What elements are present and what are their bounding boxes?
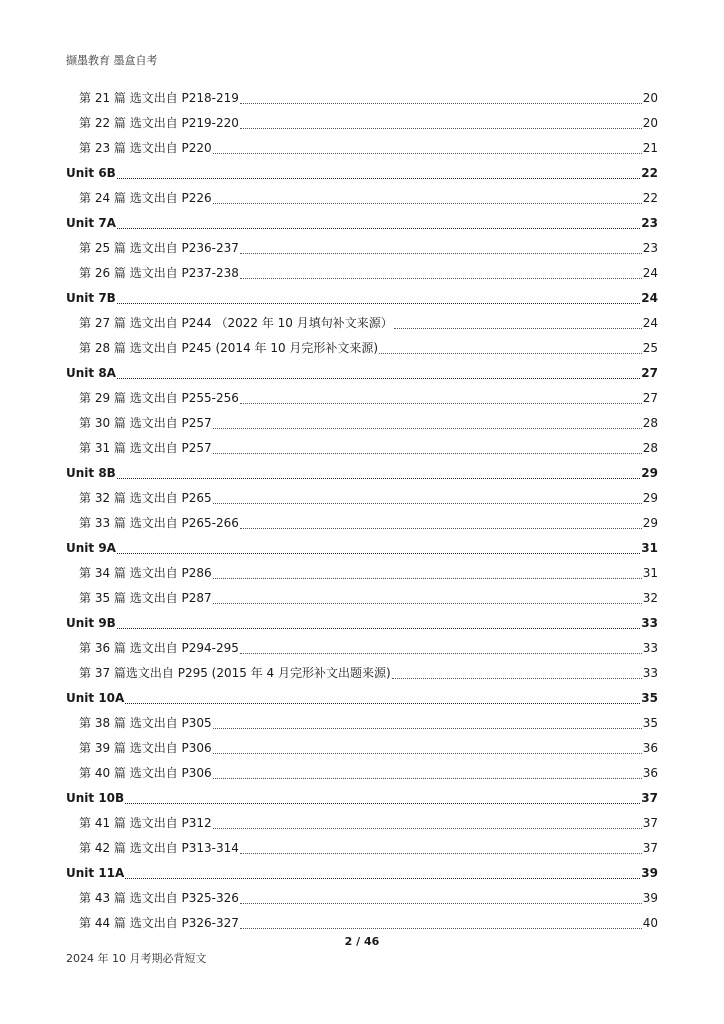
toc-entry-page: 36 [642, 765, 658, 780]
toc-entry-page: 39 [641, 865, 658, 880]
toc-entry-page: 27 [641, 365, 658, 380]
dot-leader [213, 777, 642, 779]
toc-entry[interactable] [66, 710, 658, 735]
toc-entry-page: 24 [642, 265, 658, 280]
toc-entry-page: 28 [642, 415, 658, 430]
toc-entry-page: 32 [642, 590, 658, 605]
toc-entry-page: 37 [642, 840, 658, 855]
toc-entry-page: 29 [642, 515, 658, 530]
toc-entry[interactable] [66, 560, 658, 585]
dot-leader [240, 127, 642, 129]
toc-unit-heading[interactable] [66, 360, 658, 385]
dot-leader [240, 927, 642, 929]
toc-entry-label: 第 39 篇 选文出自 P306 [79, 741, 212, 755]
page-number: 2 / 46 [344, 935, 380, 948]
dot-leader [240, 277, 642, 279]
dot-leader [117, 227, 640, 229]
toc-entry-label: 第 35 篇 选文出自 P287 [79, 591, 212, 605]
toc-entry-page: 33 [642, 640, 658, 655]
toc-entry-label: Unit 8B [66, 465, 116, 480]
toc-entry[interactable] [66, 635, 658, 660]
toc-entry[interactable] [66, 410, 658, 435]
dot-leader [240, 402, 642, 404]
toc-entry-page: 29 [641, 465, 658, 480]
toc-entry-page: 27 [642, 390, 658, 405]
dot-leader [379, 352, 642, 354]
toc-entry-label: 第 33 篇 选文出自 P265-266 [79, 516, 239, 530]
toc-entry[interactable] [66, 435, 658, 460]
toc-entry[interactable] [66, 660, 658, 685]
toc-entry-label: 第 24 篇 选文出自 P226 [79, 191, 212, 205]
dot-leader [213, 752, 642, 754]
toc-entry[interactable] [66, 185, 658, 210]
toc-entry-label: 第 42 篇 选文出自 P313-314 [79, 841, 239, 855]
dot-leader [117, 477, 640, 479]
toc-entry-label: Unit 9B [66, 615, 116, 630]
toc-entry[interactable] [66, 885, 658, 910]
toc-entry-label: Unit 7A [66, 215, 116, 230]
dot-leader [392, 677, 642, 679]
toc-entry-label: 第 22 篇 选文出自 P219-220 [79, 116, 239, 130]
toc-entry-label: 第 38 篇 选文出自 P305 [79, 716, 212, 730]
dot-leader [125, 802, 640, 804]
toc-entry-label: 第 34 篇 选文出自 P286 [79, 566, 212, 580]
dot-leader [240, 652, 642, 654]
toc-entry-page: 29 [642, 490, 658, 505]
toc-entry-label: Unit 6B [66, 165, 116, 180]
document-header: 撷墨教育 墨盒自考 [66, 54, 158, 67]
toc-unit-heading[interactable] [66, 160, 658, 185]
dot-leader [117, 627, 640, 629]
toc-entry[interactable] [66, 835, 658, 860]
toc-entry-label: 第 32 篇 选文出自 P265 [79, 491, 212, 505]
toc-entry[interactable] [66, 810, 658, 835]
toc-entry[interactable] [66, 235, 658, 260]
dot-leader [213, 427, 642, 429]
toc-entry-page: 35 [641, 690, 658, 705]
toc-unit-heading[interactable] [66, 785, 658, 810]
toc-entry-page: 22 [642, 190, 658, 205]
toc-entry-page: 24 [642, 315, 658, 330]
toc-entry-page: 33 [642, 665, 658, 680]
toc-entry-page: 36 [642, 740, 658, 755]
toc-entry-page: 20 [642, 90, 658, 105]
dot-leader [213, 727, 642, 729]
toc-entry-label: 第 29 篇 选文出自 P255-256 [79, 391, 239, 405]
dot-leader [240, 527, 642, 529]
toc-entry[interactable] [66, 335, 658, 360]
toc-unit-heading[interactable] [66, 685, 658, 710]
dot-leader [240, 102, 642, 104]
toc-entry-label: 第 28 篇 选文出自 P245 (2014 年 10 月完形补文来源) [79, 341, 379, 355]
toc-entry-label: Unit 8A [66, 365, 116, 380]
dot-leader [117, 302, 640, 304]
toc-entry[interactable] [66, 910, 658, 935]
toc-entry-label: 第 44 篇 选文出自 P326-327 [79, 916, 239, 930]
toc-entry-page: 35 [642, 715, 658, 730]
toc-entry[interactable] [66, 585, 658, 610]
dot-leader [213, 202, 642, 204]
dot-leader [240, 902, 642, 904]
toc-entry-label: Unit 9A [66, 540, 116, 555]
toc-entry-label: 第 23 篇 选文出自 P220 [79, 141, 212, 155]
toc-entry-page: 33 [641, 615, 658, 630]
toc-entry-page: 37 [641, 790, 658, 805]
dot-leader [117, 377, 640, 379]
toc-unit-heading[interactable] [66, 610, 658, 635]
dot-leader [394, 327, 642, 329]
toc-entry-page: 25 [642, 340, 658, 355]
toc-entry[interactable] [66, 760, 658, 785]
toc-entry-page: 23 [641, 215, 658, 230]
toc-unit-heading[interactable] [66, 860, 658, 885]
toc-entry[interactable] [66, 260, 658, 285]
dot-leader [125, 877, 640, 879]
toc-entry-page: 24 [641, 290, 658, 305]
toc-entry-page: 31 [641, 540, 658, 555]
table-of-contents [66, 85, 658, 935]
toc-entry-page: 31 [642, 565, 658, 580]
toc-entry-label: 第 31 篇 选文出自 P257 [79, 441, 212, 455]
toc-entry[interactable] [66, 310, 658, 335]
dot-leader [213, 502, 642, 504]
toc-entry-page: 21 [642, 140, 658, 155]
toc-entry-label: 第 26 篇 选文出自 P237-238 [79, 266, 239, 280]
toc-entry[interactable] [66, 110, 658, 135]
toc-unit-heading[interactable] [66, 535, 658, 560]
toc-entry-page: 23 [642, 240, 658, 255]
toc-entry-page: 40 [642, 915, 658, 930]
toc-entry-label: 第 30 篇 选文出自 P257 [79, 416, 212, 430]
dot-leader [213, 152, 642, 154]
dot-leader [213, 577, 642, 579]
toc-entry-label: 第 37 篇选文出自 P295 (2015 年 4 月完形补文出题来源) [79, 666, 391, 680]
dot-leader [117, 177, 640, 179]
dot-leader [213, 827, 642, 829]
toc-entry-label: Unit 11A [66, 865, 125, 880]
toc-entry[interactable] [66, 735, 658, 760]
toc-entry-page: 39 [642, 890, 658, 905]
toc-entry[interactable] [66, 485, 658, 510]
toc-entry-label: Unit 7B [66, 290, 116, 305]
toc-entry-page: 22 [641, 165, 658, 180]
toc-entry[interactable] [66, 135, 658, 160]
toc-entry[interactable] [66, 510, 658, 535]
toc-unit-heading[interactable] [66, 210, 658, 235]
toc-entry-label: 第 40 篇 选文出自 P306 [79, 766, 212, 780]
toc-entry-page: 28 [642, 440, 658, 455]
toc-entry-label: Unit 10B [66, 790, 125, 805]
toc-entry-page: 37 [642, 815, 658, 830]
toc-entry[interactable] [66, 85, 658, 110]
dot-leader [213, 602, 642, 604]
toc-unit-heading[interactable] [66, 285, 658, 310]
toc-entry-label: 第 25 篇 选文出自 P236-237 [79, 241, 239, 255]
dot-leader [240, 852, 642, 854]
dot-leader [117, 552, 640, 554]
toc-entry-label: 第 21 篇 选文出自 P218-219 [79, 91, 239, 105]
toc-entry-label: 第 41 篇 选文出自 P312 [79, 816, 212, 830]
dot-leader [125, 702, 640, 704]
toc-unit-heading[interactable] [66, 460, 658, 485]
toc-entry-label: 第 43 篇 选文出自 P325-326 [79, 891, 239, 905]
document-footer: 2024 年 10 月考期必背短文 [66, 952, 207, 965]
toc-entry-page: 20 [642, 115, 658, 130]
toc-entry[interactable] [66, 385, 658, 410]
dot-leader [240, 252, 642, 254]
toc-entry-label: 第 36 篇 选文出自 P294-295 [79, 641, 239, 655]
toc-entry-label: 第 27 篇 选文出自 P244 （2022 年 10 月填句补文来源） [79, 316, 393, 330]
dot-leader [213, 452, 642, 454]
toc-entry-label: Unit 10A [66, 690, 125, 705]
